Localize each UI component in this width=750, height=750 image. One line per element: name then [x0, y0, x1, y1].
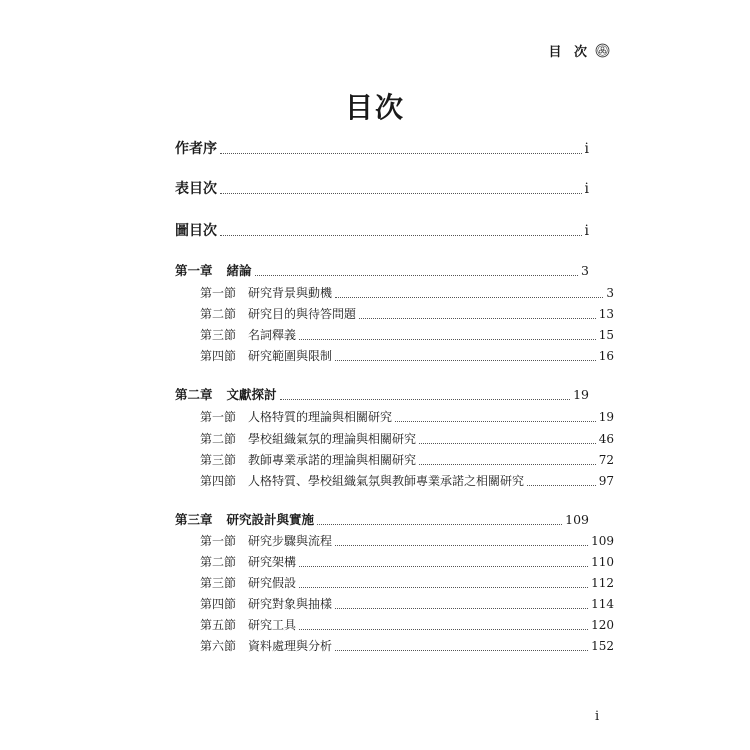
section-title: 研究工具 — [248, 618, 297, 632]
section-page: 16 — [598, 349, 614, 363]
dot-leader — [335, 360, 596, 361]
toc-section-1-2[interactable] — [175, 305, 614, 323]
dot-leader — [220, 193, 582, 194]
section-number: 第一節 — [200, 286, 237, 300]
section-page: 13 — [598, 307, 614, 321]
chapter-number: 第二章 — [175, 387, 213, 402]
section-page: 110 — [591, 555, 614, 569]
toc-section-1-1[interactable] — [175, 284, 614, 302]
chapter-heading — [175, 386, 277, 404]
section-number: 第四節 — [200, 349, 237, 363]
toc-section-3-2[interactable] — [175, 553, 614, 571]
chapter-page: 3 — [581, 263, 589, 278]
section-title: 資料處理與分析 — [248, 639, 333, 653]
toc-entry-page: i — [584, 181, 589, 197]
section-title: 研究假設 — [248, 576, 297, 590]
section-heading — [200, 305, 356, 323]
page-number: i — [595, 709, 600, 724]
section-number: 第一節 — [200, 410, 237, 424]
dot-leader — [335, 297, 603, 298]
toc-entry-label: 表目次 — [175, 181, 217, 197]
section-title: 名詞釋義 — [248, 328, 297, 342]
toc-chapter-3[interactable] — [175, 511, 589, 529]
section-title: 人格特質、學校組織氣氛與教師專業承諾之相關研究 — [248, 474, 525, 488]
section-page: 15 — [598, 328, 614, 342]
dot-leader — [335, 608, 588, 609]
chapter-number: 第一章 — [175, 263, 213, 278]
chapter-page: 19 — [573, 387, 589, 402]
page-title: 目次 — [344, 91, 405, 124]
toc-section-2-1[interactable] — [175, 408, 614, 426]
section-title: 人格特質的理論與相關研究 — [248, 410, 393, 424]
section-page: 3 — [606, 286, 614, 300]
toc-section-2-4[interactable] — [175, 472, 614, 490]
section-page: 19 — [598, 410, 614, 424]
section-heading — [200, 472, 524, 490]
section-number: 第三節 — [200, 576, 237, 590]
dot-leader — [299, 629, 588, 630]
toc-entry-label: 作者序 — [175, 141, 217, 157]
section-heading — [200, 574, 296, 592]
chapter-number: 第三章 — [175, 512, 213, 527]
section-heading — [200, 326, 296, 344]
toc-section-1-3[interactable] — [175, 326, 614, 344]
section-heading — [200, 408, 392, 426]
running-head — [535, 40, 610, 60]
section-number: 第六節 — [200, 639, 237, 653]
section-page: 112 — [591, 576, 614, 590]
section-number: 第四節 — [200, 597, 237, 611]
section-heading — [200, 284, 332, 302]
section-heading — [200, 553, 296, 571]
toc-entry-list-of-figures[interactable] — [175, 222, 589, 240]
section-page: 152 — [591, 639, 614, 653]
section-number: 第二節 — [200, 307, 237, 321]
section-heading — [200, 637, 332, 655]
section-title: 教師專業承諾的理論與相關研究 — [248, 453, 417, 467]
section-number: 第三節 — [200, 328, 237, 342]
section-page: 109 — [591, 534, 614, 548]
toc-section-3-4[interactable] — [175, 595, 614, 613]
section-title: 學校組織氣氛的理論與相關研究 — [248, 432, 417, 446]
dot-leader — [280, 399, 571, 400]
chapter-title: 文獻探討 — [226, 387, 277, 402]
chapter-page: 109 — [565, 512, 589, 527]
dot-leader — [220, 153, 582, 154]
dot-leader — [299, 566, 588, 567]
chapter-title: 研究設計與實施 — [226, 512, 315, 527]
dot-leader — [395, 421, 596, 422]
section-number: 第三節 — [200, 453, 237, 467]
dot-leader — [255, 275, 579, 276]
toc-entry-page: i — [584, 223, 589, 239]
dot-leader — [335, 650, 588, 651]
section-number: 第一節 — [200, 534, 237, 548]
ornament-icon — [595, 43, 610, 58]
toc-section-3-3[interactable] — [175, 574, 614, 592]
section-page: 97 — [598, 474, 614, 488]
dot-leader — [299, 587, 588, 588]
section-heading — [200, 451, 416, 469]
toc-section-2-2[interactable] — [175, 430, 614, 448]
dot-leader — [359, 318, 596, 319]
section-title: 研究對象與抽樣 — [248, 597, 333, 611]
section-number: 第二節 — [200, 555, 237, 569]
dot-leader — [299, 339, 596, 340]
toc-section-3-1[interactable] — [175, 532, 614, 550]
toc-section-3-6[interactable] — [175, 637, 614, 655]
toc-entry-preface[interactable] — [175, 140, 589, 158]
toc-section-2-3[interactable] — [175, 451, 614, 469]
section-title: 研究範圍與限制 — [248, 349, 333, 363]
section-heading — [200, 430, 416, 448]
section-heading — [200, 347, 332, 365]
dot-leader — [335, 545, 588, 546]
toc-chapter-1[interactable] — [175, 262, 589, 280]
chapter-title: 緒論 — [226, 263, 252, 278]
dot-leader — [220, 235, 582, 236]
section-page: 46 — [598, 432, 614, 446]
chapter-heading — [175, 511, 314, 529]
section-title: 研究架構 — [248, 555, 297, 569]
section-title: 研究背景與動機 — [248, 286, 333, 300]
section-number: 第二節 — [200, 432, 237, 446]
section-number: 第四節 — [200, 474, 237, 488]
dot-leader — [527, 485, 596, 486]
toc-chapter-2[interactable] — [175, 386, 589, 404]
toc-entry-page: i — [584, 141, 589, 157]
toc-entry-list-of-tables[interactable] — [175, 180, 589, 198]
section-page: 72 — [598, 453, 614, 467]
toc-section-3-5[interactable] — [175, 616, 614, 634]
section-title: 研究目的與待答問題 — [248, 307, 357, 321]
running-head-text: 目 次 — [548, 44, 591, 60]
section-number: 第五節 — [200, 618, 237, 632]
toc-entry-label: 圖目次 — [175, 223, 217, 239]
dot-leader — [317, 524, 562, 525]
toc-section-1-4[interactable] — [175, 347, 614, 365]
section-heading — [200, 616, 296, 634]
section-heading — [200, 595, 332, 613]
chapter-heading — [175, 262, 252, 280]
section-title: 研究步驟與流程 — [248, 534, 333, 548]
dot-leader — [419, 464, 596, 465]
dot-leader — [419, 443, 596, 444]
section-page: 120 — [591, 618, 614, 632]
section-heading — [200, 532, 332, 550]
section-page: 114 — [591, 597, 614, 611]
